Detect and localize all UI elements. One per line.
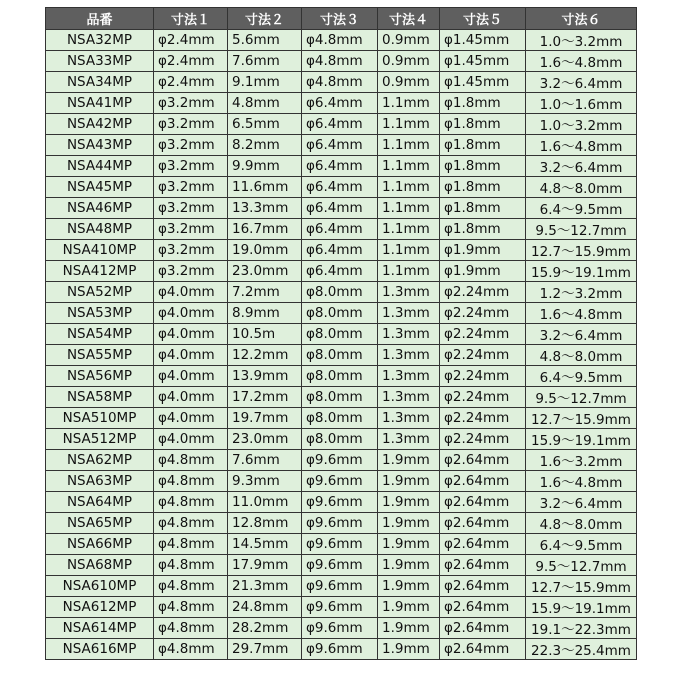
cell-d3: φ4.8mm: [302, 51, 378, 72]
cell-d2: 23.0mm: [228, 261, 302, 282]
table-row: [46, 72, 637, 93]
cell-d4: 1.3mm: [378, 345, 440, 366]
table-header: [46, 8, 637, 30]
cell-d1: φ4.0mm: [154, 429, 228, 450]
table-row: [46, 471, 637, 492]
cell-d4: 1.1mm: [378, 177, 440, 198]
cell-d3: φ9.6mm: [302, 576, 378, 597]
cell-d5: φ1.9mm: [440, 240, 526, 261]
cell-d4: 1.1mm: [378, 219, 440, 240]
cell-d3: φ6.4mm: [302, 261, 378, 282]
cell-d3: φ8.0mm: [302, 429, 378, 450]
cell-d1: φ3.2mm: [154, 219, 228, 240]
spec-table: [45, 7, 637, 660]
cell-d1: φ4.8mm: [154, 471, 228, 492]
cell-d4: 1.3mm: [378, 282, 440, 303]
cell-d3: φ8.0mm: [302, 345, 378, 366]
cell-d2: 8.2mm: [228, 135, 302, 156]
cell-name: NSA34MP: [46, 72, 154, 93]
cell-d2: 7.2mm: [228, 282, 302, 303]
cell-d1: φ3.2mm: [154, 93, 228, 114]
table-row: [46, 450, 637, 471]
cell-d1: φ4.0mm: [154, 387, 228, 408]
cell-d1: φ2.4mm: [154, 51, 228, 72]
table-row: [46, 93, 637, 114]
table-row: [46, 366, 637, 387]
cell-d5: φ2.64mm: [440, 534, 526, 555]
cell-d5: φ1.8mm: [440, 156, 526, 177]
cell-d4: 1.1mm: [378, 156, 440, 177]
cell-name: NSA410MP: [46, 240, 154, 261]
table-row: [46, 240, 637, 261]
cell-d5: φ2.64mm: [440, 597, 526, 618]
cell-d3: φ8.0mm: [302, 408, 378, 429]
cell-name: NSA43MP: [46, 135, 154, 156]
cell-name: NSA33MP: [46, 51, 154, 72]
cell-d2: 11.0mm: [228, 492, 302, 513]
cell-d5: φ1.8mm: [440, 198, 526, 219]
cell-d5: φ1.8mm: [440, 177, 526, 198]
table-body: [46, 30, 637, 660]
table-row: [46, 513, 637, 534]
cell-d6: 1.6～3.2mm: [526, 450, 637, 471]
cell-d4: 1.9mm: [378, 513, 440, 534]
cell-d5: φ2.24mm: [440, 282, 526, 303]
column-header-d2: 寸法２: [228, 8, 302, 30]
cell-name: NSA510MP: [46, 408, 154, 429]
cell-d2: 17.2mm: [228, 387, 302, 408]
table-row: [46, 219, 637, 240]
cell-d5: φ2.64mm: [440, 492, 526, 513]
cell-d5: φ1.8mm: [440, 135, 526, 156]
table-row: [46, 387, 637, 408]
cell-d3: φ9.6mm: [302, 471, 378, 492]
table-row: [46, 555, 637, 576]
cell-d4: 1.9mm: [378, 471, 440, 492]
cell-d1: φ4.8mm: [154, 534, 228, 555]
cell-d3: φ6.4mm: [302, 114, 378, 135]
cell-d1: φ3.2mm: [154, 177, 228, 198]
cell-d1: φ4.0mm: [154, 282, 228, 303]
cell-d4: 1.1mm: [378, 198, 440, 219]
table-row: [46, 324, 637, 345]
cell-d5: φ2.64mm: [440, 618, 526, 639]
cell-d6: 19.1～22.3mm: [526, 618, 637, 639]
table-row: [46, 303, 637, 324]
cell-d2: 19.0mm: [228, 240, 302, 261]
cell-d6: 6.4～9.5mm: [526, 534, 637, 555]
cell-name: NSA55MP: [46, 345, 154, 366]
cell-d2: 14.5mm: [228, 534, 302, 555]
cell-d1: φ3.2mm: [154, 240, 228, 261]
cell-d1: φ4.8mm: [154, 576, 228, 597]
cell-d5: φ2.24mm: [440, 366, 526, 387]
table-row: [46, 282, 637, 303]
column-header-d5: 寸法５: [440, 8, 526, 30]
cell-d4: 1.9mm: [378, 618, 440, 639]
cell-d3: φ8.0mm: [302, 282, 378, 303]
table-row: [46, 408, 637, 429]
cell-d5: φ2.64mm: [440, 450, 526, 471]
cell-d2: 8.9mm: [228, 303, 302, 324]
cell-d1: φ4.0mm: [154, 345, 228, 366]
cell-d6: 15.9～19.1mm: [526, 429, 637, 450]
cell-d3: φ8.0mm: [302, 303, 378, 324]
cell-d6: 9.5～12.7mm: [526, 219, 637, 240]
cell-d6: 1.6～4.8mm: [526, 51, 637, 72]
cell-d6: 6.4～9.5mm: [526, 198, 637, 219]
cell-d6: 3.2～6.4mm: [526, 72, 637, 93]
cell-d6: 1.6～4.8mm: [526, 471, 637, 492]
cell-name: NSA58MP: [46, 387, 154, 408]
cell-d1: φ4.0mm: [154, 303, 228, 324]
cell-name: NSA41MP: [46, 93, 154, 114]
cell-d1: φ3.2mm: [154, 135, 228, 156]
cell-d3: φ9.6mm: [302, 555, 378, 576]
cell-name: NSA46MP: [46, 198, 154, 219]
cell-d3: φ8.0mm: [302, 324, 378, 345]
cell-d5: φ2.24mm: [440, 408, 526, 429]
cell-name: NSA610MP: [46, 576, 154, 597]
cell-d2: 10.5m: [228, 324, 302, 345]
cell-d6: 1.6～4.8mm: [526, 135, 637, 156]
cell-d6: 3.2～6.4mm: [526, 492, 637, 513]
cell-d2: 12.2mm: [228, 345, 302, 366]
cell-d6: 12.7～15.9mm: [526, 240, 637, 261]
cell-d6: 6.4～9.5mm: [526, 366, 637, 387]
cell-d4: 1.3mm: [378, 429, 440, 450]
cell-d2: 6.5mm: [228, 114, 302, 135]
table-row: [46, 156, 637, 177]
cell-d2: 13.3mm: [228, 198, 302, 219]
cell-d1: φ4.8mm: [154, 618, 228, 639]
cell-d3: φ9.6mm: [302, 534, 378, 555]
cell-d3: φ6.4mm: [302, 219, 378, 240]
table-row: [46, 576, 637, 597]
header-row: [46, 8, 637, 30]
cell-d6: 4.8～8.0mm: [526, 345, 637, 366]
cell-d1: φ4.0mm: [154, 324, 228, 345]
cell-d6: 12.7～15.9mm: [526, 408, 637, 429]
cell-name: NSA66MP: [46, 534, 154, 555]
cell-name: NSA63MP: [46, 471, 154, 492]
cell-d2: 5.6mm: [228, 30, 302, 51]
cell-d5: φ1.8mm: [440, 93, 526, 114]
cell-d2: 9.3mm: [228, 471, 302, 492]
table-row: [46, 261, 637, 282]
cell-name: NSA32MP: [46, 30, 154, 51]
cell-d5: φ2.64mm: [440, 576, 526, 597]
cell-d5: φ2.64mm: [440, 513, 526, 534]
cell-d2: 9.1mm: [228, 72, 302, 93]
cell-d3: φ4.8mm: [302, 30, 378, 51]
column-header-d6: 寸法６: [526, 8, 637, 30]
cell-d4: 1.3mm: [378, 303, 440, 324]
cell-d3: φ9.6mm: [302, 513, 378, 534]
cell-d5: φ1.45mm: [440, 30, 526, 51]
cell-d2: 29.7mm: [228, 639, 302, 660]
cell-d3: φ9.6mm: [302, 639, 378, 660]
cell-d2: 7.6mm: [228, 51, 302, 72]
cell-d5: φ1.8mm: [440, 219, 526, 240]
cell-name: NSA512MP: [46, 429, 154, 450]
spec-table-container: [45, 7, 636, 660]
cell-d1: φ3.2mm: [154, 261, 228, 282]
cell-d2: 12.8mm: [228, 513, 302, 534]
cell-d6: 15.9～19.1mm: [526, 261, 637, 282]
table-row: [46, 30, 637, 51]
cell-name: NSA616MP: [46, 639, 154, 660]
cell-d3: φ6.4mm: [302, 156, 378, 177]
cell-d3: φ6.4mm: [302, 135, 378, 156]
cell-d4: 1.9mm: [378, 576, 440, 597]
cell-d6: 9.5～12.7mm: [526, 555, 637, 576]
cell-name: NSA614MP: [46, 618, 154, 639]
table-row: [46, 114, 637, 135]
cell-d3: φ6.4mm: [302, 93, 378, 114]
cell-d6: 9.5～12.7mm: [526, 387, 637, 408]
table-row: [46, 597, 637, 618]
cell-d4: 1.1mm: [378, 135, 440, 156]
cell-d6: 4.8～8.0mm: [526, 177, 637, 198]
cell-d2: 28.2mm: [228, 618, 302, 639]
cell-d1: φ3.2mm: [154, 114, 228, 135]
column-header-name: 品番: [46, 8, 154, 30]
cell-d4: 0.9mm: [378, 51, 440, 72]
cell-d6: 15.9～19.1mm: [526, 597, 637, 618]
cell-d1: φ4.8mm: [154, 450, 228, 471]
cell-d6: 3.2～6.4mm: [526, 156, 637, 177]
cell-d1: φ3.2mm: [154, 156, 228, 177]
cell-d4: 0.9mm: [378, 72, 440, 93]
cell-d2: 24.8mm: [228, 597, 302, 618]
cell-d2: 4.8mm: [228, 93, 302, 114]
cell-d5: φ1.45mm: [440, 72, 526, 93]
cell-d4: 1.9mm: [378, 597, 440, 618]
cell-d1: φ2.4mm: [154, 72, 228, 93]
cell-d3: φ6.4mm: [302, 177, 378, 198]
table-row: [46, 534, 637, 555]
cell-name: NSA44MP: [46, 156, 154, 177]
cell-d1: φ4.8mm: [154, 639, 228, 660]
cell-d1: φ4.8mm: [154, 492, 228, 513]
cell-d2: 16.7mm: [228, 219, 302, 240]
cell-d6: 22.3～25.4mm: [526, 639, 637, 660]
cell-d3: φ8.0mm: [302, 387, 378, 408]
cell-d6: 4.8～8.0mm: [526, 513, 637, 534]
column-header-d4: 寸法４: [378, 8, 440, 30]
cell-d1: φ4.8mm: [154, 513, 228, 534]
cell-d3: φ8.0mm: [302, 366, 378, 387]
cell-d4: 1.1mm: [378, 240, 440, 261]
cell-d6: 1.0～3.2mm: [526, 30, 637, 51]
cell-d6: 1.0～3.2mm: [526, 114, 637, 135]
cell-d5: φ1.45mm: [440, 51, 526, 72]
cell-d2: 7.6mm: [228, 450, 302, 471]
table-row: [46, 492, 637, 513]
cell-name: NSA65MP: [46, 513, 154, 534]
cell-d1: φ4.8mm: [154, 555, 228, 576]
cell-d5: φ2.64mm: [440, 639, 526, 660]
cell-d5: φ2.24mm: [440, 303, 526, 324]
table-row: [46, 177, 637, 198]
cell-name: NSA62MP: [46, 450, 154, 471]
cell-name: NSA56MP: [46, 366, 154, 387]
cell-d5: φ2.24mm: [440, 324, 526, 345]
cell-d2: 19.7mm: [228, 408, 302, 429]
cell-d6: 3.2～6.4mm: [526, 324, 637, 345]
cell-d1: φ2.4mm: [154, 30, 228, 51]
cell-d3: φ9.6mm: [302, 597, 378, 618]
cell-d5: φ1.8mm: [440, 114, 526, 135]
cell-d2: 17.9mm: [228, 555, 302, 576]
cell-d2: 21.3mm: [228, 576, 302, 597]
cell-d5: φ2.24mm: [440, 429, 526, 450]
cell-name: NSA412MP: [46, 261, 154, 282]
cell-d5: φ2.24mm: [440, 345, 526, 366]
cell-name: NSA54MP: [46, 324, 154, 345]
cell-name: NSA68MP: [46, 555, 154, 576]
cell-d1: φ4.0mm: [154, 366, 228, 387]
table-row: [46, 135, 637, 156]
cell-d3: φ9.6mm: [302, 618, 378, 639]
cell-d3: φ6.4mm: [302, 240, 378, 261]
cell-d5: φ2.64mm: [440, 555, 526, 576]
cell-d3: φ9.6mm: [302, 492, 378, 513]
cell-d1: φ4.8mm: [154, 597, 228, 618]
cell-d2: 23.0mm: [228, 429, 302, 450]
cell-d4: 1.1mm: [378, 261, 440, 282]
cell-d2: 13.9mm: [228, 366, 302, 387]
cell-name: NSA52MP: [46, 282, 154, 303]
cell-d5: φ1.9mm: [440, 261, 526, 282]
cell-d4: 1.1mm: [378, 114, 440, 135]
cell-d6: 1.6～4.8mm: [526, 303, 637, 324]
cell-name: NSA45MP: [46, 177, 154, 198]
column-header-d3: 寸法３: [302, 8, 378, 30]
cell-d3: φ6.4mm: [302, 198, 378, 219]
table-row: [46, 618, 637, 639]
cell-d6: 12.7～15.9mm: [526, 576, 637, 597]
cell-d3: φ4.8mm: [302, 72, 378, 93]
cell-d4: 1.3mm: [378, 324, 440, 345]
cell-d2: 9.9mm: [228, 156, 302, 177]
cell-name: NSA48MP: [46, 219, 154, 240]
cell-d1: φ4.0mm: [154, 408, 228, 429]
cell-d3: φ9.6mm: [302, 450, 378, 471]
cell-name: NSA53MP: [46, 303, 154, 324]
cell-d4: 1.9mm: [378, 534, 440, 555]
cell-d4: 1.9mm: [378, 639, 440, 660]
cell-d5: φ2.64mm: [440, 471, 526, 492]
table-row: [46, 429, 637, 450]
cell-name: NSA612MP: [46, 597, 154, 618]
cell-d6: 1.2～3.2mm: [526, 282, 637, 303]
cell-d4: 0.9mm: [378, 30, 440, 51]
cell-d4: 1.9mm: [378, 555, 440, 576]
column-header-d1: 寸法１: [154, 8, 228, 30]
cell-d4: 1.9mm: [378, 492, 440, 513]
table-row: [46, 51, 637, 72]
table-row: [46, 345, 637, 366]
cell-d4: 1.3mm: [378, 366, 440, 387]
table-row: [46, 198, 637, 219]
cell-d6: 1.0～1.6mm: [526, 93, 637, 114]
cell-d1: φ3.2mm: [154, 198, 228, 219]
table-row: [46, 639, 637, 660]
cell-d2: 11.6mm: [228, 177, 302, 198]
cell-d4: 1.3mm: [378, 387, 440, 408]
cell-d4: 1.9mm: [378, 450, 440, 471]
cell-name: NSA64MP: [46, 492, 154, 513]
cell-d4: 1.1mm: [378, 93, 440, 114]
cell-d5: φ2.24mm: [440, 387, 526, 408]
cell-d4: 1.3mm: [378, 408, 440, 429]
cell-name: NSA42MP: [46, 114, 154, 135]
